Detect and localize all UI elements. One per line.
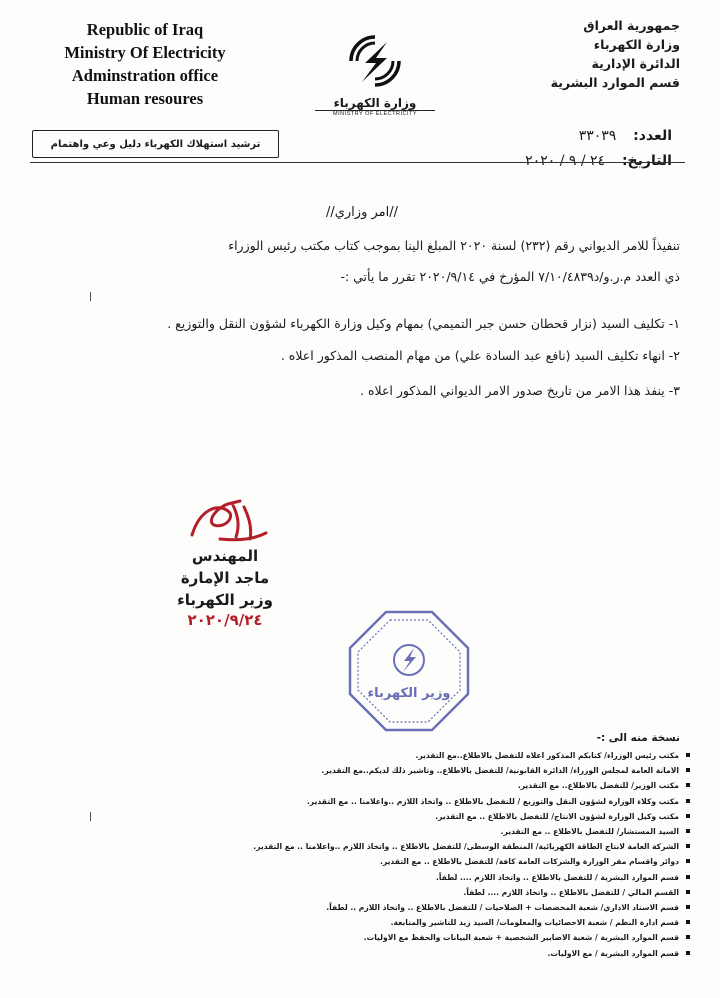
header-divider xyxy=(30,162,685,163)
ministry-logo xyxy=(315,30,435,130)
letterhead-line: Adminstration office xyxy=(71,66,219,85)
cc-item: الشركة العامة لانتاج الطاقة الكهربائية/ المنطقة الوسطى/ للتفضل بالاطلاع .. واتخاذ اللازم ..واعلامنا .. مع التقدير. xyxy=(32,839,692,854)
cc-list xyxy=(32,748,692,961)
margin-mark xyxy=(90,292,91,301)
cc-item: قسم الاسناد الاداري/ شعبة المخصصات + الصلاحيات / للتفضل بالاطلاع .. واتخاذ اللازم .. لطفاً. xyxy=(32,900,692,915)
number-value: ٣٣٠٣٩ xyxy=(578,128,617,144)
english-letterhead xyxy=(40,18,250,110)
cc-item: مكتب وكلاء الوزارة لشؤون النقل والتوزيع / للتفضل بالاطلاع .. واتخاذ اللازم ..واعلامنا .. مع التقدير. xyxy=(32,794,692,809)
order-item: ١- تكليف السيد (نزار قحطان حسن جبر التميمي) بمهام وكيل وزارة الكهرباء لشؤون النقل والتوزيع . xyxy=(167,316,680,331)
cc-item: قسم الموارد البشرية / مع الاوليات. xyxy=(32,946,692,961)
handwritten-signature xyxy=(170,495,280,545)
stamp-seal-icon xyxy=(346,608,472,734)
letterhead-line: Ministry Of Electricity xyxy=(64,43,226,62)
letterhead-line: وزارة الكهرباء xyxy=(593,37,680,52)
cc-item: قسم الموارد البشرية / شعبة الاضابير الشخصية + شعبة البيانات والحفظ مع الاوليات. xyxy=(32,930,692,945)
signature-date: ٢٠٢٠/٩/٢٤ xyxy=(187,611,263,629)
cc-item: القسم المالي / للتفضل بالاطلاع .. واتخاذ اللازم .... لطفاً. xyxy=(32,885,692,900)
cc-item: مكتب الوزير/ للتفضل بالاطلاع.. مع التقدير. xyxy=(32,778,692,793)
order-item: ٣- ينفذ هذا الامر من تاريخ صدور الامر الديواني المذكور اعلاه . xyxy=(360,383,680,398)
cc-item: السيد المستشار/ للتفضل بالاطلاع .. مع التقدير. xyxy=(32,824,692,839)
stamp-text: وزير الكهرباء xyxy=(367,686,451,701)
intro-line: ذي العدد م.ر.و/د٧/١٠/٤٨٣٩ المؤرخ في ٢٠٢٠/٩/١٤ تقرر ما يأتي :- xyxy=(340,269,680,284)
date-label: التاريخ: xyxy=(621,153,672,169)
arabic-letterhead xyxy=(490,16,680,92)
cc-title: نسخة منه الى :- xyxy=(596,732,680,744)
document-number xyxy=(579,128,672,144)
logo-english-text: MINISTRY OF ELECTRICITY xyxy=(315,110,435,117)
cc-item: مكتب وكيل الوزارة لشؤون الانتاج/ للتفضل بالاطلاع .. مع التقدير. xyxy=(32,809,692,824)
signatory-name: ماجد الإمارة xyxy=(180,569,270,587)
letterhead-line: جمهورية العراق xyxy=(583,18,680,33)
logo-arabic-text: وزارة الكهرباء xyxy=(333,96,417,110)
cc-item: قسم الموارد البشرية / للتفضل بالاطلاع .. واتخاذ اللازم .... لطفاً. xyxy=(32,870,692,885)
letterhead-line: Republic of Iraq xyxy=(86,20,204,39)
signature-block xyxy=(135,495,315,629)
letterhead-line: الدائرة الإدارية xyxy=(591,56,680,71)
number-label: العدد: xyxy=(633,128,672,144)
cc-item: قسم ادارة النظم / شعبة الاحصائيات والمعلومات/ السيد زيد للتاشير والمتابعة. xyxy=(32,915,692,930)
subject-banner: ترشيد استهلاك الكهرباء دليل وعي واهتمام xyxy=(32,130,279,158)
order-heading: //امر وزاري// xyxy=(325,205,398,220)
cc-item: مكتب رئيس الوزراء/ كتابكم المذكور اعلاه للتفضل بالاطلاع..مع التقدير. xyxy=(32,748,692,763)
signatory-title: المهندس xyxy=(191,547,259,565)
official-stamp xyxy=(346,608,472,734)
intro-line: تنفيذاً للامر الديواني رقم (٢٣٢) لسنة ٢٠٢٠ المبلغ الينا بموجب كتاب مكتب رئيس الوزراء xyxy=(228,238,680,253)
cc-item: الامانة العامة لمجلس الوزراء/ الدائرة القانونية/ للتفضل بالاطلاع.. وتاشير ذلك لديكم..مع التقدير. xyxy=(32,763,692,778)
lightning-logo-icon xyxy=(335,30,415,92)
letterhead-line: Human resoures xyxy=(86,89,204,108)
letterhead-line: قسم الموارد البشرية xyxy=(550,75,680,90)
order-item: ٢- انهاء تكليف السيد (نافع عبد السادة علي) من مهام المنصب المذكور اعلاه . xyxy=(280,348,680,363)
date-value: ٢٤ / ٩ / ٢٠٢٠ xyxy=(525,153,606,169)
document-date xyxy=(525,153,672,169)
signatory-position: وزير الكهرباء xyxy=(177,591,273,609)
cc-item: دوائر واقسام مقر الوزارة والشركات العامة كافة/ للتفضل بالاطلاع .. مع التقدير. xyxy=(32,854,692,869)
